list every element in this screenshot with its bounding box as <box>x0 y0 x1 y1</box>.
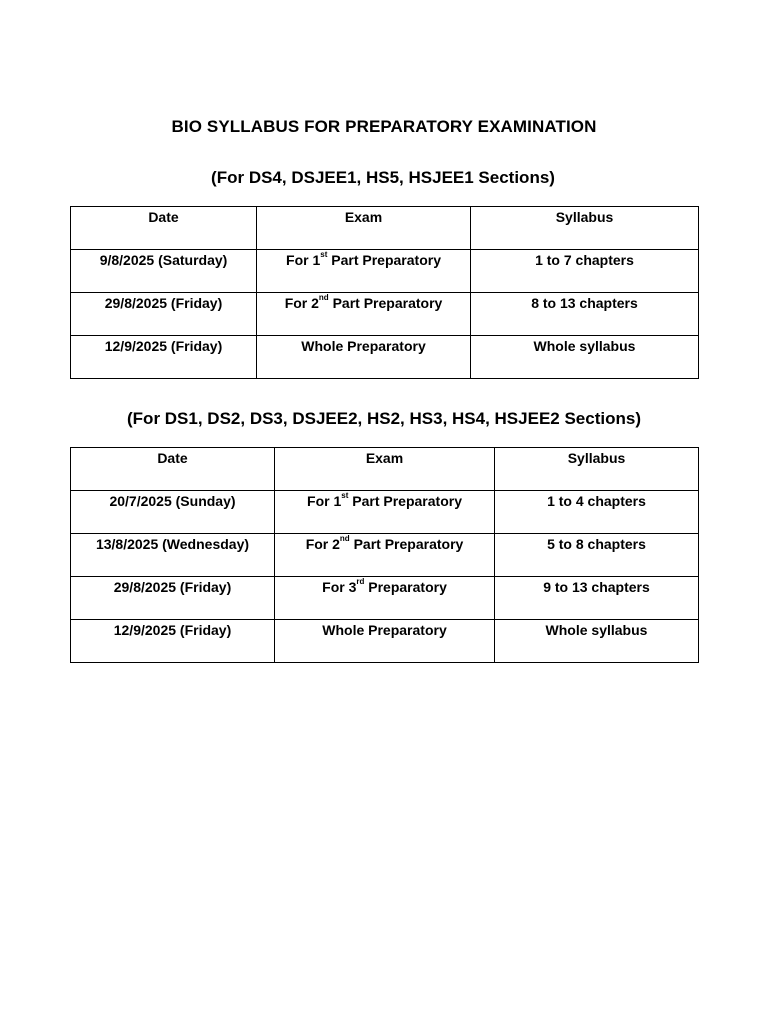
exam-text-rest: Part Preparatory <box>327 252 441 268</box>
table-row <box>71 250 699 293</box>
header-syllabus: Syllabus <box>495 448 699 491</box>
syllabus-cell: 1 to 4 chapters <box>495 491 699 534</box>
table-header-row <box>71 448 699 491</box>
exam-text-rest: Part Preparatory <box>328 295 443 311</box>
schedule-table-2 <box>70 447 699 663</box>
table-row <box>71 293 699 336</box>
ordinal-suffix: st <box>320 250 328 259</box>
section-2-heading: (For DS1, DS2, DS3, DSJEE2, HS2, HS3, HS4, HSJEE2 Sections) <box>127 409 641 428</box>
exam-cell <box>257 336 471 379</box>
exam-text-rest: Preparatory <box>364 579 447 595</box>
exam-cell <box>257 250 471 293</box>
syllabus-cell: 8 to 13 chapters <box>471 293 699 336</box>
header-date: Date <box>71 448 275 491</box>
schedule-table-1 <box>70 206 699 379</box>
syllabus-cell: 1 to 7 chapters <box>471 250 699 293</box>
header-exam: Exam <box>257 207 471 250</box>
date-cell: 29/8/2025 (Friday) <box>71 577 275 620</box>
exam-cell <box>275 534 495 577</box>
date-cell: 20/7/2025 (Sunday) <box>71 491 275 534</box>
table-row <box>71 491 699 534</box>
header-syllabus: Syllabus <box>471 207 699 250</box>
syllabus-cell: 9 to 13 chapters <box>495 577 699 620</box>
exam-text: For 1 <box>286 252 321 268</box>
table-row <box>71 577 699 620</box>
page-title: BIO SYLLABUS FOR PREPARATORY EXAMINATION <box>171 117 597 136</box>
exam-cell <box>275 577 495 620</box>
table-row <box>71 336 699 379</box>
table-row <box>71 534 699 577</box>
exam-text: For 2 <box>305 536 340 552</box>
table-header-row <box>71 207 699 250</box>
exam-cell <box>275 620 495 663</box>
exam-cell <box>257 293 471 336</box>
date-cell: 12/9/2025 (Friday) <box>71 620 275 663</box>
header-date: Date <box>71 207 257 250</box>
date-cell: 13/8/2025 (Wednesday) <box>71 534 275 577</box>
ordinal-suffix: st <box>341 491 349 500</box>
date-cell: 29/8/2025 (Friday) <box>71 293 257 336</box>
table-row <box>71 620 699 663</box>
exam-text: For 3 <box>322 579 357 595</box>
ordinal-suffix: nd <box>339 534 350 543</box>
section-1-heading: (For DS4, DSJEE1, HS5, HSJEE1 Sections) <box>211 168 555 187</box>
exam-text: For 2 <box>284 295 319 311</box>
syllabus-cell: Whole syllabus <box>495 620 699 663</box>
exam-text: For 1 <box>307 493 342 509</box>
exam-text: Whole Preparatory <box>301 338 426 354</box>
ordinal-suffix: nd <box>318 293 329 302</box>
exam-text-rest: Part Preparatory <box>348 493 462 509</box>
date-cell: 12/9/2025 (Friday) <box>71 336 257 379</box>
date-cell: 9/8/2025 (Saturday) <box>71 250 257 293</box>
exam-text: Whole Preparatory <box>322 622 447 638</box>
exam-text-rest: Part Preparatory <box>349 536 464 552</box>
ordinal-suffix: rd <box>356 577 365 586</box>
syllabus-cell: Whole syllabus <box>471 336 699 379</box>
syllabus-cell: 5 to 8 chapters <box>495 534 699 577</box>
header-exam: Exam <box>275 448 495 491</box>
exam-cell <box>275 491 495 534</box>
